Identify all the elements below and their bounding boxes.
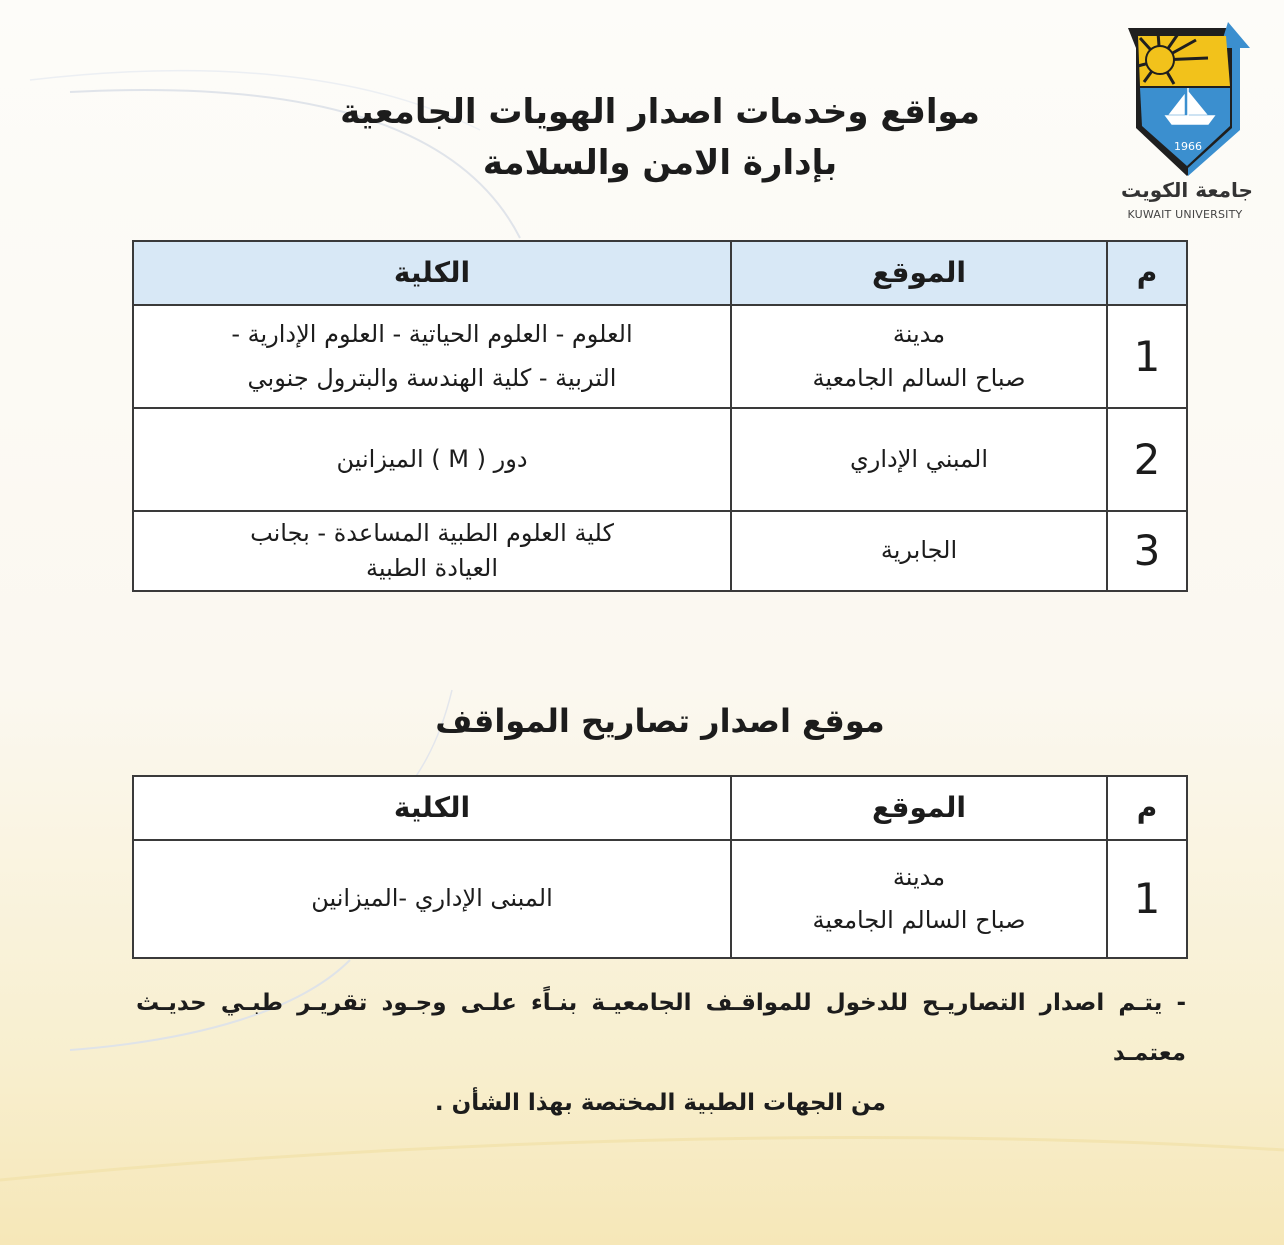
kuwait-university-logo	[1118, 18, 1256, 178]
parking-note	[136, 978, 1186, 1128]
parking-permits-table	[132, 775, 1188, 959]
page-title-line1: مواقع وخدمات اصدار الهويات الجامعية	[340, 92, 980, 132]
row-college	[133, 305, 731, 408]
header-location: الموقع	[731, 241, 1107, 305]
page-title-line2: بإدارة الامن والسلامة	[482, 143, 838, 183]
logo-name-english: KUWAIT UNIVERSITY	[1127, 208, 1243, 221]
table-row	[133, 840, 1187, 958]
header-num: م	[1107, 241, 1187, 305]
location-line: مدينة	[892, 320, 946, 349]
row-location: الجابرية	[731, 511, 1107, 591]
table-row	[133, 408, 1187, 511]
table-row	[133, 511, 1187, 591]
table-header-row	[133, 776, 1187, 840]
row-num: 3	[1107, 511, 1187, 591]
college-line: العيادة الطبية	[365, 554, 499, 582]
row-college	[133, 511, 731, 591]
header-num: م	[1107, 776, 1187, 840]
location-line: صباح السالم الجامعية	[812, 906, 1026, 934]
logo-name-arabic: جامعة الكويت	[1121, 178, 1253, 202]
header-college: الكلية	[133, 241, 731, 305]
college-line: التربية - كلية الهندسة والبترول جنوبي	[247, 363, 617, 392]
note-line: - يتـم اصدار التصاريـح للدخول للمواقـف الجامعيـة بنـاًء علـى وجـود تقريـر طبـي حديـث معتمـد	[136, 990, 1186, 1066]
logo-lower-blue	[1140, 88, 1230, 166]
table-row	[133, 305, 1187, 408]
header-college: الكلية	[133, 776, 731, 840]
location-line: صباح السالم الجامعية	[812, 363, 1026, 392]
logo-sun	[1146, 46, 1174, 74]
header-location: الموقع	[731, 776, 1107, 840]
row-location: المبني الإداري	[731, 408, 1107, 511]
id-services-table	[132, 240, 1188, 592]
row-college: دور ( M ) الميزانين	[133, 408, 731, 511]
college-line: العلوم - العلوم الحياتية - العلوم الإدارية -	[231, 320, 633, 349]
table-header-row	[133, 241, 1187, 305]
college-line: كلية العلوم الطبية المساعدة - بجانب	[250, 519, 614, 548]
row-num: 1	[1107, 305, 1187, 408]
row-num: 1	[1107, 840, 1187, 958]
location-line: مدينة	[892, 862, 946, 891]
row-college: المبنى الإداري -الميزانين	[133, 840, 731, 958]
row-location	[731, 840, 1107, 958]
section-title-parking: موقع اصدار تصاريح المواقف	[435, 702, 885, 740]
row-location	[731, 305, 1107, 408]
note-line: من الجهات الطبية المختصة بهذا الشأن .	[434, 1090, 886, 1116]
logo-year: 1966	[1174, 140, 1202, 153]
row-num: 2	[1107, 408, 1187, 511]
